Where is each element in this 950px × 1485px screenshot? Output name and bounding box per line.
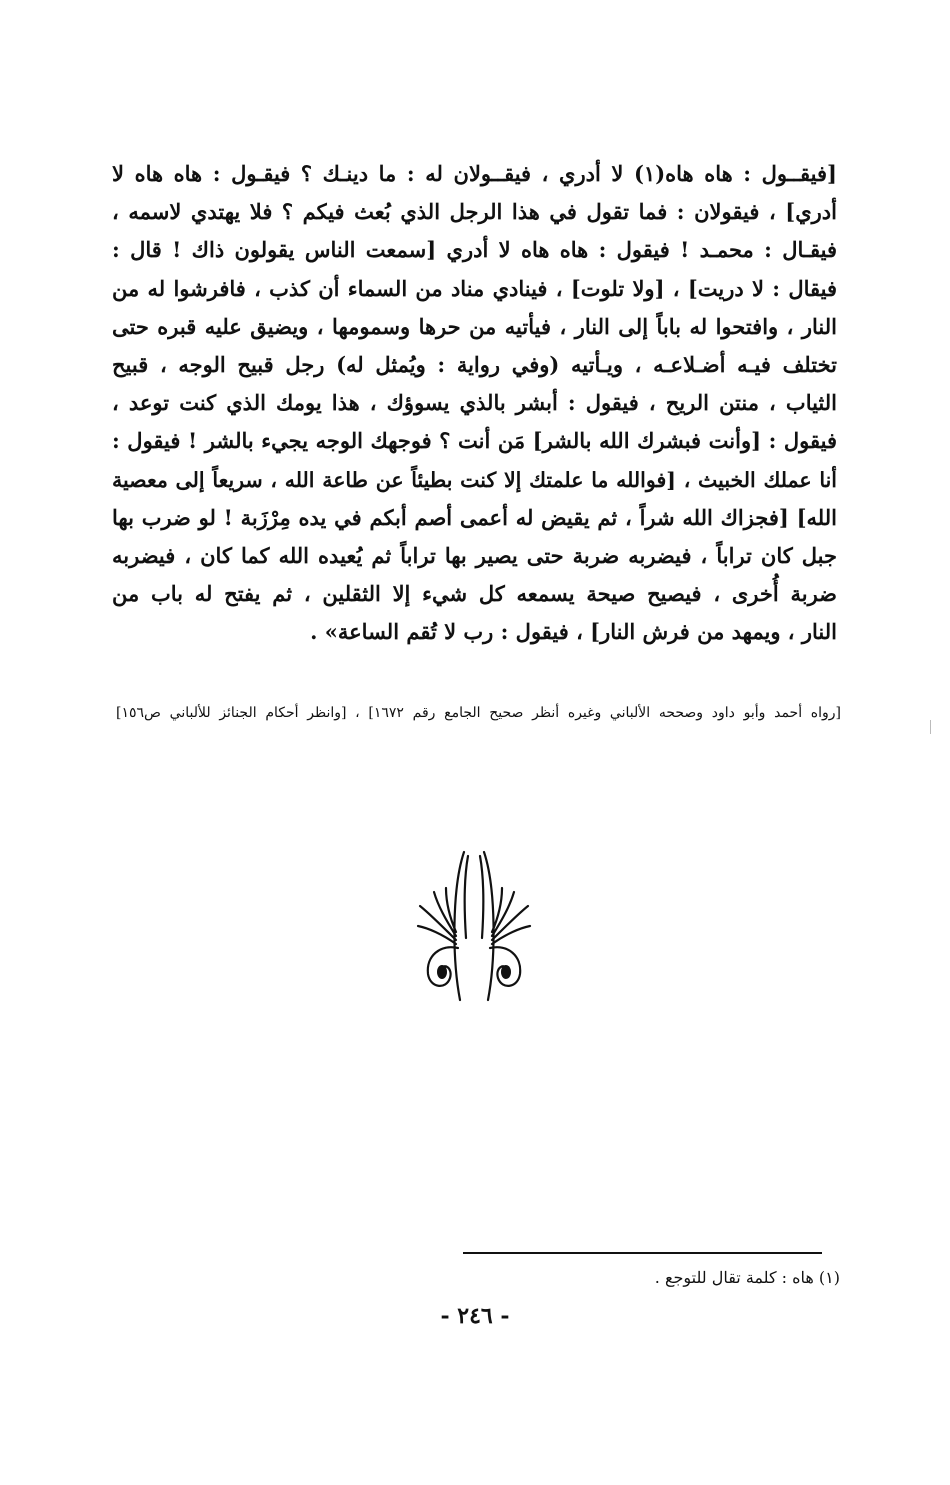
text-line-5: النار ، وافتحوا له باباً إلى النار ، فيأتيه من حرها وسمومها ، ويضيق عليه قبره حتى: [112, 313, 837, 339]
text-line-13: النار ، ويمهد من فرش النار] ، فيقول : رب لا تُقم الساعة» .: [310, 619, 837, 645]
text-line-12: ضربة أُخرى ، فيصيح صيحة يسمعه كل شيء إلا الثقلين ، ثم يفتح له باب من: [112, 581, 837, 607]
page-number: - ٢٤٦ -: [440, 1303, 510, 1329]
text-line-7: الثياب ، منتن الريح ، فيقول : أبشر بالذي يسوؤك ، هذا يومك الذي كنت توعد ،: [112, 390, 837, 416]
text-line-6: تختلف فيـه أضـلاعـه ، ويـأتيه (وفي رواية : ويُمثل له) رجل قبيح الوجه ، قبيح: [112, 351, 837, 377]
floral-ornament-icon: [412, 848, 536, 1004]
text-line-1: [فيقــول : هاه هاه(١) لا أدري ، فيقــولان له : ما دينـك ؟ فيقـول : هاه هاه لا: [112, 161, 837, 186]
text-line-11: جبل كان تراباً ، فيضربه ضربة حتى يصير بها تراباً ثم يُعيده الله كما كان ، فيضربه: [112, 542, 837, 568]
footnote-separator: [463, 1252, 822, 1254]
text-line-10: الله] [فجزاك الله شراً ، ثم يقيض له أعمى أصم أبكم في يده مِرْزَبة ! لو ضرب بها: [112, 504, 837, 530]
footnote: (١) هاه : كلمة تقال للتوجع .: [654, 1268, 840, 1287]
text-line-9: أنا عملك الخبيث ، [فوالله ما علمتك إلا كنت بطيئاً عن طاعة الله ، سريعاً إلى معصية: [112, 467, 837, 492]
text-line-3: فيقـال : محمـد ! فيقول : هاه هاه لا أدري [سمعت الناس يقولون ذاك ! قال :: [112, 237, 837, 263]
main-text-block: [112, 155, 837, 651]
margin-mark: [930, 720, 931, 734]
text-line-4: فيقال : لا دريت] ، [ولا تلوت] ، فينادي مناد من السماء أن كذب ، فافرشوا له من: [112, 275, 837, 301]
hadith-citation: [رواه أحمد وأبو داود وصححه الألباني وغيره أنظر صحيح الجامع رقم ١٦٧٢] ، [وانظر أحكام الجنائز للألباني ص١٥٦]: [116, 705, 841, 721]
text-line-8: فيقول : [وأنت فبشرك الله بالشر] مَن أنت ؟ فوجهك الوجه يجيء بالشر ! فيقول :: [112, 428, 837, 454]
text-line-2: أدري] ، فيقولان : فما تقول في هذا الرجل الذي بُعث فيكم ؟ فلا يهتدي لاسمه ،: [112, 199, 837, 225]
